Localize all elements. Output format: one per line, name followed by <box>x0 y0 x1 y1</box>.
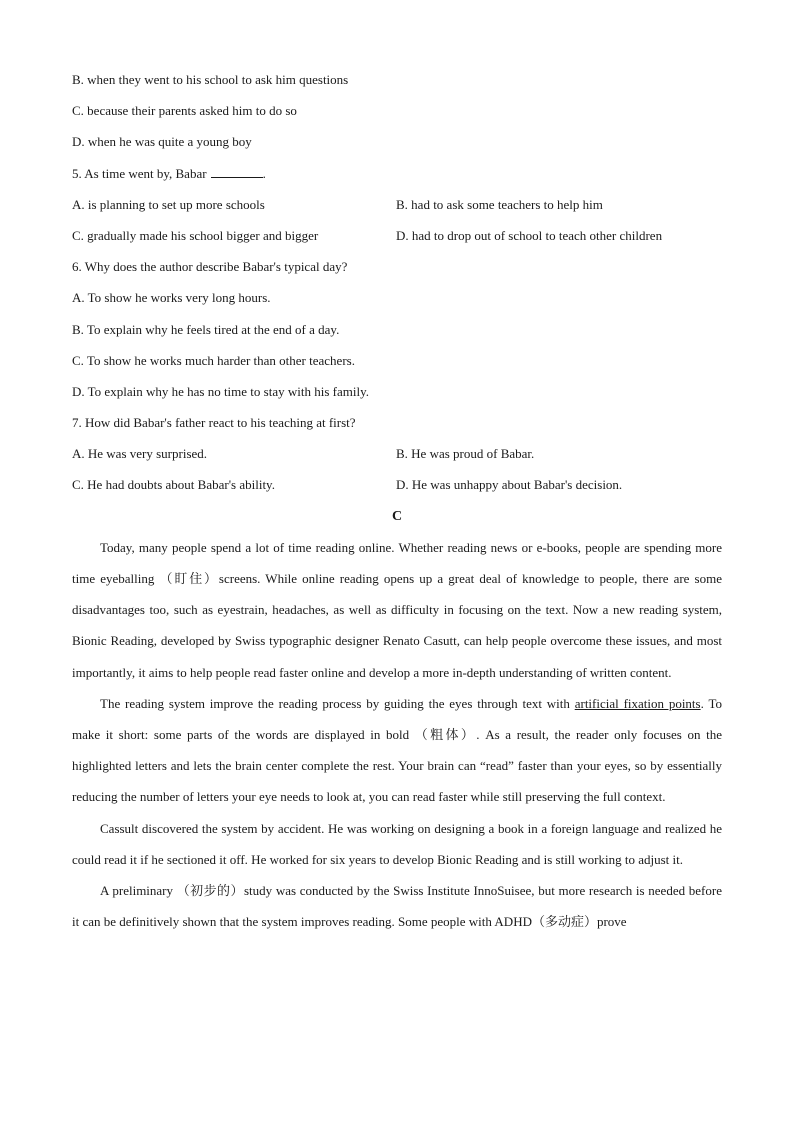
passage-paragraph-4: A preliminary （初步的）study was conducted by the Swiss Institute InnoSuisee, but more research is needed before it can be definitively shown that the system improves reading. Some people with ADHD（多动症）prove <box>72 883 722 930</box>
q6-option-a: A. To show he works very long hours. <box>72 290 271 306</box>
q6-option-b: B. To explain why he feels tired at the end of a day. <box>72 321 340 337</box>
q6-stem: 6. Why does the author describe Babar's typical day? <box>72 259 348 275</box>
q5-option-a: A. is planning to set up more schools <box>72 196 265 212</box>
q7-option-a: A. He was very surprised. <box>72 446 208 462</box>
q6-option-d: D. To explain why he has no time to stay with his family. <box>72 383 369 399</box>
underlined-phrase: artificial fixation points <box>574 695 701 711</box>
paragraph-2-text-end: . To make it short: some parts of the words are displayed in bold （粗体）. As a result, the reader only focuses on the highlighted letters and lets the brain center complete the rest. Your brain can “read” faster than your eyes, so by essentially reducing the number of letters your eye needs to look at, you can read faster while still preserving the full context. <box>72 695 722 805</box>
q7-option-c: C. He had doubts about Babar's ability. <box>72 477 275 493</box>
q5-options-row-2 <box>72 220 722 251</box>
q5-stem <box>72 158 722 189</box>
q7-stem: 7. How did Babar's father react to his teaching at first? <box>72 415 356 431</box>
q4-option-d: D. when he was quite a young boy <box>72 134 252 150</box>
paragraph-2-text-start: The reading system improve the reading process by guiding the eyes through text with <box>100 695 575 711</box>
answer-blank <box>211 163 263 178</box>
document-page <box>72 64 722 937</box>
q5-stem-end: . <box>262 165 266 181</box>
q4-option-c: C. because their parents asked him to do so <box>72 103 297 119</box>
q6-option-c: C. To show he works much harder than other teachers. <box>72 352 355 368</box>
q5-option-d: D. had to drop out of school to teach other children <box>396 227 663 243</box>
q5-stem-text: 5. As time went by, Babar <box>72 165 207 181</box>
q7-options-row-1 <box>72 438 722 469</box>
q4-option-b: B. when they went to his school to ask him questions <box>72 72 349 87</box>
passage-paragraph-3: Cassult discovered the system by accident. He was working on designing a book in a foreign language and realized he could read it if he sectioned it off. He worked for six years to develop Bionic Reading and is still working to adjust it. <box>72 820 722 867</box>
section-heading: C <box>391 508 403 524</box>
q7-option-b: B. He was proud of Babar. <box>396 446 535 462</box>
q5-option-c: C. gradually made his school bigger and bigger <box>72 227 319 243</box>
passage-paragraph-1: Today, many people spend a lot of time reading online. Whether reading news or e-books, people are spending more time eyeballing （盯住）screens. While online reading opens up a great deal of knowledge to people, there are some disadvantages too, such as eyestrain, headaches, as well as difficulty in focusing on the text. Now a new reading system, Bionic Reading, developed by Swiss typographic designer Renato Casutt, can help people overcome these issues, and most importantly, it aims to help people read faster online and develop a more in-depth understanding of written content. <box>72 539 722 680</box>
q7-options-row-2 <box>72 469 722 500</box>
passage-paragraph-2 <box>72 688 722 813</box>
q5-option-b: B. had to ask some teachers to help him <box>396 196 603 212</box>
q5-options-row-1 <box>72 189 722 220</box>
q7-option-d: D. He was unhappy about Babar's decision. <box>396 477 623 493</box>
